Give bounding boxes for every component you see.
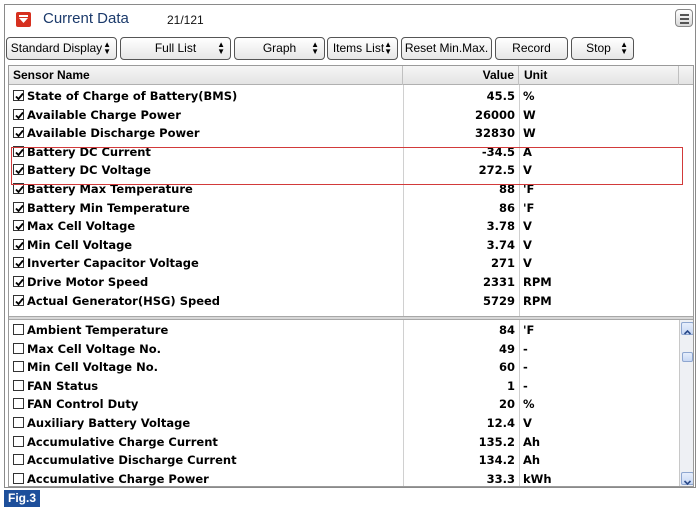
row-checkbox[interactable] [13, 109, 24, 120]
row-checkbox[interactable] [13, 398, 24, 409]
table-row[interactable] [9, 199, 694, 218]
sensor-value: 2331 [482, 275, 515, 289]
sensor-name: Min Cell Voltage No. [27, 360, 159, 375]
updown-arrows-icon: ▲ ▼ [103, 40, 111, 56]
graph-label: Graph [262, 41, 297, 55]
row-checkbox[interactable] [13, 417, 24, 428]
sensor-name: Drive Motor Speed [27, 275, 149, 289]
table-row[interactable] [9, 273, 694, 292]
stop-select[interactable] [571, 37, 634, 60]
sensor-value: 5729 [482, 293, 515, 308]
sensor-name: Inverter Capacitor Voltage [27, 256, 199, 271]
row-checkbox[interactable] [13, 473, 24, 484]
row-checkbox[interactable] [13, 343, 24, 354]
sensor-name: Auxiliary Battery Voltage [27, 416, 191, 430]
sensor-value: 20 [498, 397, 515, 412]
full-list-label: Full List [154, 41, 197, 55]
sensor-name: Battery Min Temperature [27, 200, 190, 215]
updown-arrows-icon: ▲ ▼ [217, 40, 225, 56]
sensor-name: Available Discharge Power [27, 126, 200, 141]
table-row[interactable] [9, 106, 694, 125]
sensor-value: 3.78 [486, 219, 515, 234]
sensor-unit: % [523, 397, 535, 412]
sensor-value: 33.3 [486, 471, 515, 486]
sensor-value: 32830 [474, 126, 515, 141]
row-checkbox[interactable] [13, 239, 24, 250]
table-row[interactable] [9, 470, 694, 487]
record-label: Record [512, 41, 551, 55]
sensor-unit: V [523, 219, 532, 234]
sensor-name: Battery Max Temperature [27, 182, 193, 196]
standard-display-label: Standard Display [10, 41, 103, 55]
table-row[interactable] [9, 414, 694, 433]
sensor-unit: Ah [523, 434, 541, 449]
sensor-value: 49 [498, 341, 515, 356]
title-bar [5, 5, 695, 35]
row-checkbox[interactable] [13, 202, 24, 213]
checkmark-icon [14, 277, 25, 288]
updown-arrows-icon: ▲ ▼ [384, 40, 392, 56]
checkmark-icon [14, 258, 25, 269]
sensor-unit: 'F [523, 182, 535, 196]
row-checkbox[interactable] [13, 436, 24, 447]
sensor-name: Accumulative Charge Power [27, 471, 209, 486]
column-header-sensor-name[interactable]: Sensor Name [9, 66, 403, 85]
sensor-value: -34.5 [481, 144, 515, 159]
sensor-value: 1 [506, 378, 515, 393]
sensor-name: Battery DC Current [27, 144, 151, 159]
table-row[interactable] [9, 236, 694, 255]
scroll-up-button[interactable] [681, 322, 694, 335]
stop-label: Stop [586, 41, 611, 55]
standard-display-select[interactable] [6, 37, 117, 60]
chevron-down-icon[interactable] [16, 12, 31, 27]
sensor-name: Actual Generator(HSG) Speed [27, 293, 221, 308]
sensor-unit: Ah [523, 453, 541, 468]
sensor-data-table [8, 65, 694, 487]
checkmark-icon [14, 165, 25, 176]
row-checkbox[interactable] [13, 361, 24, 372]
row-checkbox[interactable] [13, 257, 24, 268]
sensor-value: 12.4 [486, 416, 515, 430]
sensor-unit: - [523, 341, 528, 356]
sensor-name: Available Charge Power [27, 107, 181, 122]
table-row[interactable] [9, 124, 694, 143]
sensor-unit: 'F [523, 200, 535, 215]
current-data-window [4, 4, 696, 488]
reset-min-max-label: Reset Min.Max. [404, 41, 489, 55]
graph-select[interactable] [234, 37, 325, 60]
table-row[interactable] [9, 87, 694, 106]
checkmark-icon [14, 128, 25, 139]
sensor-unit: RPM [523, 275, 552, 289]
row-checkbox[interactable] [13, 164, 24, 175]
sensor-name: Accumulative Charge Current [27, 434, 218, 449]
sensor-value: 26000 [474, 107, 515, 122]
table-row[interactable] [9, 161, 694, 180]
table-row[interactable] [9, 180, 694, 199]
table-row[interactable] [9, 433, 694, 452]
window-title: Current Data [43, 10, 129, 27]
sensor-unit: RPM [523, 293, 552, 308]
item-count: 21/121 [167, 13, 204, 27]
menu-icon[interactable] [675, 9, 693, 27]
scroll-down-button[interactable] [681, 472, 694, 485]
column-header-value[interactable]: Value [403, 66, 519, 85]
table-row[interactable] [9, 292, 694, 311]
sensor-value: 45.5 [486, 89, 515, 103]
sensor-value: 271 [490, 256, 515, 271]
table-row[interactable] [9, 143, 694, 162]
sensor-unit: V [523, 163, 532, 178]
sensor-name: FAN Status [27, 378, 99, 393]
table-row[interactable] [9, 395, 694, 414]
checkmark-icon [14, 296, 25, 307]
sensor-unit: kWh [523, 471, 552, 486]
checkmark-icon [14, 91, 25, 102]
table-row[interactable] [9, 217, 694, 236]
sensor-name: FAN Control Duty [27, 397, 139, 412]
table-row[interactable] [9, 451, 694, 470]
row-checkbox[interactable] [13, 380, 24, 391]
row-checkbox[interactable] [13, 220, 24, 231]
table-row[interactable] [9, 254, 694, 273]
record-button[interactable] [495, 37, 568, 60]
sensor-unit: V [523, 416, 532, 430]
sensor-unit: V [523, 237, 532, 252]
sensor-unit: - [523, 360, 528, 375]
scroll-thumb[interactable] [682, 352, 693, 362]
table-header [9, 66, 694, 85]
items-list-select[interactable] [327, 37, 398, 60]
toolbar [5, 37, 695, 61]
table-row[interactable] [9, 377, 694, 396]
row-checkbox[interactable] [13, 454, 24, 465]
sensor-value: 86 [498, 200, 515, 215]
checkmark-icon [14, 147, 25, 158]
row-checkbox[interactable] [13, 324, 24, 335]
row-checkbox[interactable] [13, 183, 24, 194]
table-row[interactable] [9, 321, 694, 340]
items-list-label: Items List [332, 41, 385, 55]
sensor-name: Battery DC Voltage [27, 163, 151, 178]
sensor-value: 84 [498, 323, 515, 337]
row-checkbox[interactable] [13, 90, 24, 101]
updown-arrows-icon: ▲ ▼ [620, 40, 628, 56]
table-row[interactable] [9, 358, 694, 377]
scrollbar[interactable] [679, 320, 694, 487]
sensor-unit: 'F [523, 323, 535, 337]
row-checkbox[interactable] [13, 295, 24, 306]
reset-min-max-button[interactable] [401, 37, 492, 60]
sensor-unit: W [523, 126, 536, 141]
row-checkbox[interactable] [13, 127, 24, 138]
sensor-value: 3.74 [486, 237, 515, 252]
sensor-name: Min Cell Voltage [27, 237, 133, 252]
full-list-select[interactable] [120, 37, 231, 60]
figure-label: Fig.3 [4, 490, 40, 507]
checkmark-icon [14, 221, 25, 232]
row-checkbox[interactable] [13, 276, 24, 287]
column-header-unit[interactable]: Unit [519, 66, 679, 85]
sensor-value: 134.2 [478, 453, 515, 468]
sensor-unit: A [523, 144, 532, 159]
sensor-value: 60 [498, 360, 515, 375]
sensor-value: 272.5 [478, 163, 515, 178]
pane-splitter[interactable] [9, 316, 694, 320]
sensor-name: Max Cell Voltage No. [27, 341, 162, 356]
sensor-unit: V [523, 256, 532, 271]
sensor-name: Max Cell Voltage [27, 219, 136, 234]
sensor-unit: % [523, 89, 535, 103]
row-checkbox[interactable] [13, 146, 24, 157]
sensor-name: Accumulative Discharge Current [27, 453, 237, 468]
updown-arrows-icon: ▲ ▼ [311, 40, 319, 56]
checkmark-icon [14, 110, 25, 121]
sensor-name: Ambient Temperature [27, 323, 169, 337]
sensor-value: 88 [498, 182, 515, 196]
checkmark-icon [14, 240, 25, 251]
checkmark-icon [14, 203, 25, 214]
sensor-name: State of Charge of Battery(BMS) [27, 89, 238, 103]
sensor-unit: W [523, 107, 536, 122]
sensor-unit: - [523, 378, 528, 393]
checkmark-icon [14, 184, 25, 195]
table-row[interactable] [9, 340, 694, 359]
sensor-value: 135.2 [478, 434, 515, 449]
